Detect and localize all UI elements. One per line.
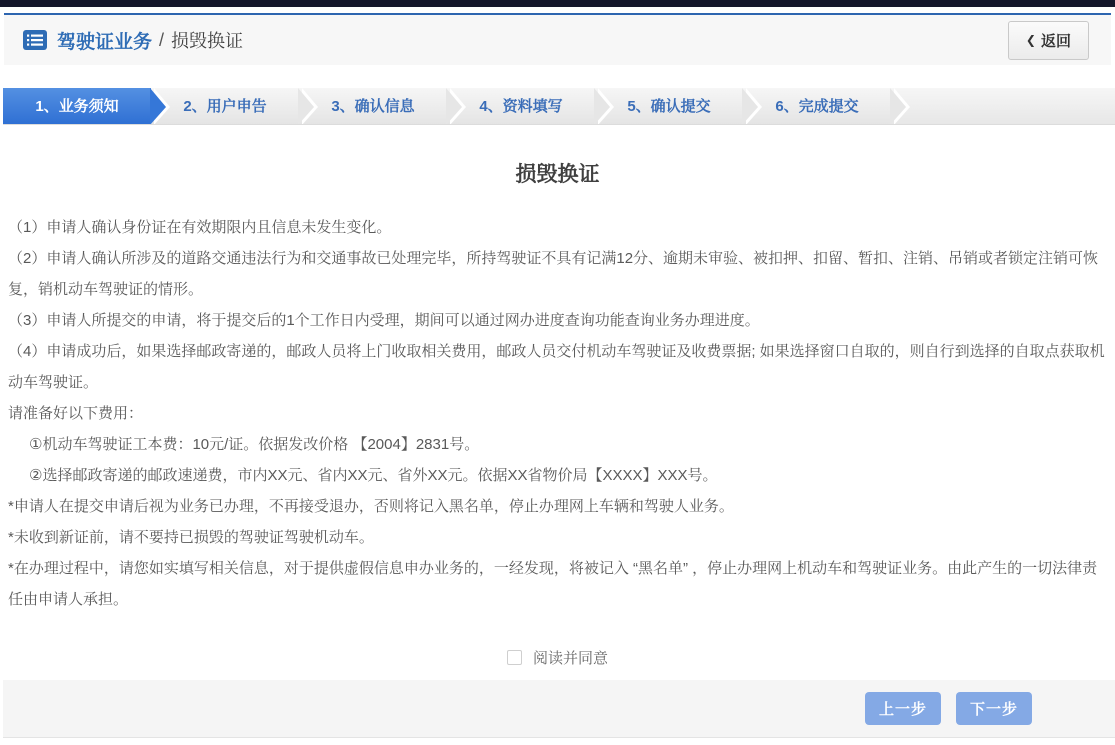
agree-row (8, 647, 1107, 668)
notice-paragraph-3: （3）申请人所提交的申请，将于提交后的1个工作日内受理，期间可以通过网办进度查询功能查询业务办理进度。 (8, 312, 760, 329)
step-bar-filler (891, 88, 1115, 124)
step-4-fill-materials[interactable] (447, 88, 595, 125)
warning-1: *申请人在提交申请后视为业务已办理，不再接受退办，否则将记入黑名单，停止办理网上车辆和驾驶人业务。 (8, 498, 734, 515)
warning-2: *未收到新证前，请不要持已损毁的驾驶证驾驶机动车。 (8, 529, 374, 546)
step-label: 6、完成提交 (775, 98, 859, 115)
footer-bar (3, 680, 1115, 738)
agree-checkbox[interactable] (507, 650, 522, 665)
top-bar (0, 0, 1115, 7)
breadcrumb-secondary: 损毁换证 (171, 31, 244, 51)
back-chevron-icon: ❮ (1025, 33, 1036, 47)
step-label: 1、业务须知 (35, 98, 119, 115)
back-button[interactable] (1008, 21, 1089, 60)
step-label: 4、资料填写 (479, 98, 563, 115)
fee-item-1: ①机动车驾驶证工本费：10元/证。依据发改价格 【2004】2831号。 (29, 436, 480, 453)
step-label: 5、确认提交 (627, 98, 711, 115)
step-2-user-declaration[interactable] (151, 88, 299, 125)
step-1-business-notice[interactable] (3, 88, 151, 125)
warning-3: *在办理过程中，请您如实填写相关信息，对于提供虚假信息申办业务的，一经发现，将被记入 “黑名单” ，停止办理网上机动车和驾驶证业务。由此产生的一切法律责任由申请人承担。 (8, 560, 1098, 608)
back-button-label: 返回 (1040, 32, 1071, 50)
breadcrumb-primary[interactable]: 驾驶证业务 (57, 31, 153, 53)
notice-paragraph-4: （4）申请成功后，如果选择邮政寄递的，邮政人员将上门收取相关费用，邮政人员交付机动车驾驶证及收费票据; 如果选择窗口自取的，则自行到选择的自取点获取机动车驾驶证。 (8, 343, 1105, 391)
step-5-confirm-submit[interactable] (595, 88, 743, 125)
prev-step-button[interactable]: 上一步 (865, 692, 941, 725)
step-label: 2、用户申告 (183, 98, 267, 115)
agree-label[interactable]: 阅读并同意 (532, 650, 608, 667)
notice-paragraph-2: （2）申请人确认所涉及的道路交通违法行为和交通事故已处理完毕，所持驾驶证不具有记满12分、逾期未审验、被扣押、扣留、暂扣、注销、吊销或者锁定注销可恢复，销机动车驾驶证的情形。 (8, 250, 1099, 298)
fee-item-2: ②选择邮政寄递的邮政速递费，市内XX元、省内XX元、省外XX元。依据XX省物价局【XXXX】XXX号。 (29, 467, 718, 484)
main-content (0, 158, 1115, 668)
header (4, 13, 1111, 65)
step-wizard (3, 88, 1115, 125)
fee-intro: 请准备好以下费用： (8, 405, 144, 422)
breadcrumb-separator: / (159, 29, 165, 50)
step-3-confirm-info[interactable] (299, 88, 447, 125)
next-step-button[interactable]: 下一步 (956, 692, 1032, 725)
breadcrumb (22, 27, 243, 54)
step-6-finish-submit[interactable] (743, 88, 891, 125)
notice-paragraph-1: （1）申请人确认身份证在有效期限内且信息未发生变化。 (8, 219, 392, 236)
page-title: 损毁换证 (515, 163, 600, 186)
step-label: 3、确认信息 (331, 98, 415, 115)
list-icon (22, 29, 48, 51)
